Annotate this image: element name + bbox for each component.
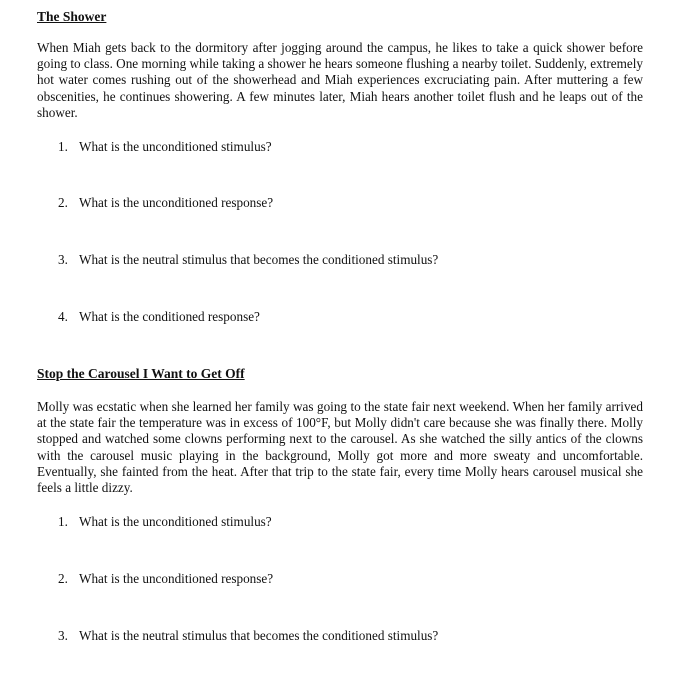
question-item [58,309,260,325]
section-paragraph-shower: When Miah gets back to the dormitory after jogging around the campus, he likes to take a quick shower before going to class. One morning while taking a shower he hears someone flushing a nearby toilet. Suddenly, extremely hot water comes rushing out of the showerhead and Miah experiences excruciating pain. After muttering a few obscenities, he continues showering. A few minutes later, Miah hears another toilet flush and he leaps out of the shower. [37,40,643,120]
question-text: What is the unconditioned response? [79,195,274,210]
question-number: 3. [58,252,68,267]
question-number: 2. [58,195,68,210]
question-text: What is the neutral stimulus that becomes the conditioned stimulus? [79,628,439,643]
question-number: 3. [58,628,68,643]
question-item [58,571,273,587]
question-text: What is the unconditioned stimulus? [79,139,272,154]
question-number: 1. [58,139,68,154]
question-item [58,139,272,155]
question-item [58,195,273,211]
question-item [58,252,438,268]
question-item [58,514,272,530]
question-text: What is the conditioned response? [79,309,260,324]
question-number: 4. [58,309,68,324]
question-text: What is the neutral stimulus that becomes the conditioned stimulus? [79,252,439,267]
question-number: 1. [58,514,68,529]
question-number: 2. [58,571,68,586]
question-item [58,628,438,644]
section-paragraph-carousel: Molly was ecstatic when she learned her family was going to the state fair next weekend. When her family arrived at the state fair the temperature was in excess of 100°F, but Molly didn't care because she was finally there. Molly stopped and watched some clowns performing next to the carousel. As she watched the silly antics of the clowns with the carousel music playing in the background, Molly got more and more sweaty and uncomfortable. Eventually, she fainted from the heat. After that trip to the state fair, every time Molly hears carousel musical she feels a little dizzy. [37,399,643,496]
section-title-shower: The Shower [37,9,107,24]
question-text: What is the unconditioned response? [79,571,274,586]
section-title-carousel: Stop the Carousel I Want to Get Off [37,366,245,381]
question-text: What is the unconditioned stimulus? [79,514,272,529]
